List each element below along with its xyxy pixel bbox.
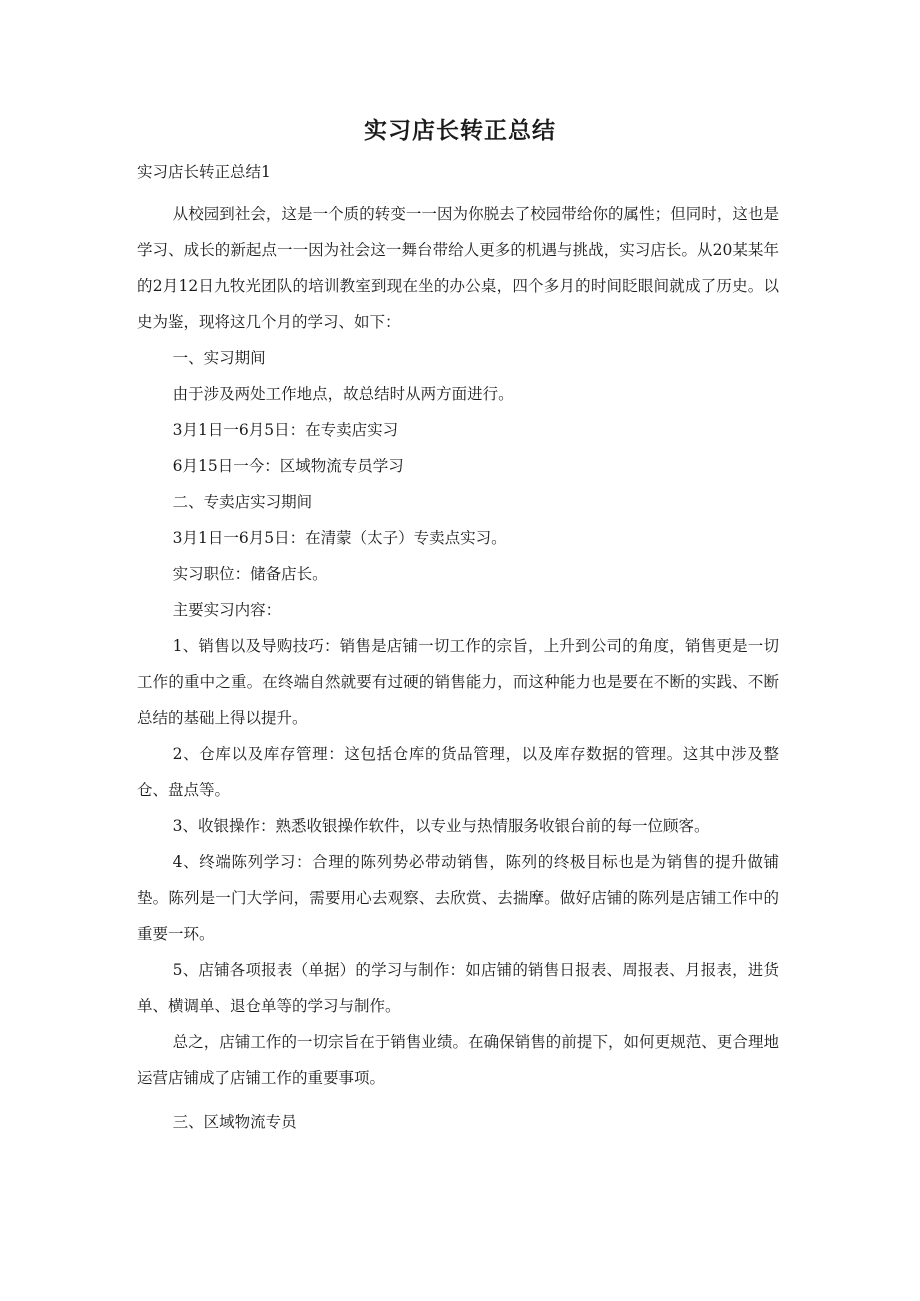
paragraph-store-location: 3月1日一6月5日：在清蒙（太子）专卖点实习。: [172, 529, 507, 547]
document-body: [137, 196, 779, 1140]
list-item-sales: 1、销售以及导购技巧：销售是店铺一切工作的宗旨，上升到公司的角度，销售更是一切工作的重中之重。在终端自然就要有过硬的销售能力，而这种能力也是要在不断的实践、不断总结的基础上得以提升。: [137, 637, 779, 727]
paragraph-period-store: 3月1日一6月5日：在专卖店实习: [172, 421, 399, 439]
list-item-cashier: 3、收银操作：熟悉收银操作软件，以专业与热情服务收银台前的每一位顾客。: [172, 817, 710, 835]
paragraph-position: 实习职位：储备店长。: [172, 565, 328, 583]
paragraph-work-locations: 由于涉及两处工作地点，故总结时从两方面进行。: [172, 385, 514, 403]
section-heading-internship-period: 一、实习期间: [172, 349, 266, 367]
section-heading-logistics: 三、区域物流专员: [172, 1113, 297, 1131]
paragraph-summary: 总之，店铺工作的一切宗旨在于销售业绩。在确保销售的前提下，如何更规范、更合理地运营店铺成了店铺工作的重要事项。: [137, 1033, 779, 1087]
paragraph-main-content-label: 主要实习内容：: [172, 601, 282, 619]
section-heading-store-internship: 二、专卖店实习期间: [172, 493, 313, 511]
document-subtitle: 实习店长转正总结1: [137, 163, 271, 181]
paragraph-period-logistics: 6月15日一今：区域物流专员学习: [172, 457, 404, 475]
list-item-reports: 5、店铺各项报表（单据）的学习与制作：如店铺的销售日报表、周报表、月报表，进货单、横调单、退仓单等的学习与制作。: [137, 961, 779, 1015]
paragraph-intro: 从校园到社会，这是一个质的转变一一因为你脱去了校园带给你的属性；但同时，这也是学习、成长的新起点一一因为社会这一舞台带给人更多的机遇与挑战，实习店长。从20某某年的2月12日九牧光团队的培训教室到现在坐的办公桌，四个多月的时间眨眼间就成了历史。以史为鉴，现将这几个月的学习、如下：: [137, 205, 779, 331]
list-item-display: 4、终端陈列学习：合理的陈列势必带动销售，陈列的终极目标也是为销售的提升做铺垫。陈列是一门大学问，需要用心去观察、去欣赏、去揣摩。做好店铺的陈列是店铺工作中的重要一环。: [137, 853, 779, 943]
list-item-inventory: 2、仓库以及库存管理：这包括仓库的货品管理，以及库存数据的管理。这其中涉及整仓、盘点等。: [137, 745, 779, 799]
document-title: 实习店长转正总结: [364, 118, 556, 144]
